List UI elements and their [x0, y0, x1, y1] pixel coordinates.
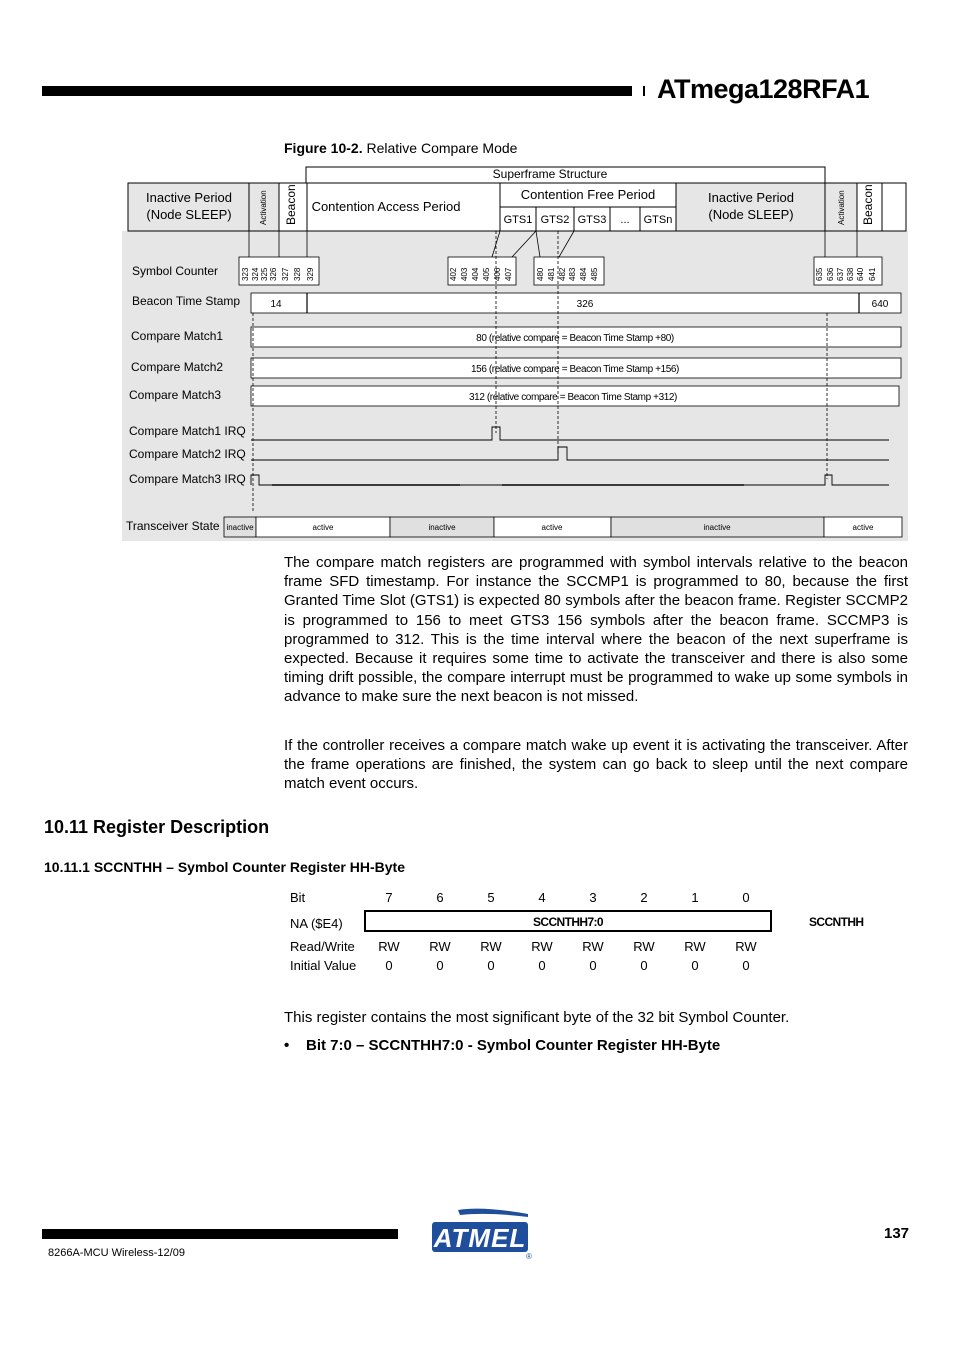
bit-0: 0	[742, 890, 750, 905]
counter-403: 403	[460, 267, 469, 281]
compare-match3-text: 312 (relative compare = Beacon Time Stamp +312)	[469, 392, 677, 403]
address-label: NA ($E4)	[290, 916, 343, 931]
counter-323: 323	[241, 267, 250, 281]
counter-483: 483	[568, 267, 577, 281]
activation-left-label: Activation	[259, 190, 268, 225]
row-label-compare-match3-irq: Compare Match3 IRQ	[129, 472, 246, 486]
figure-caption-text: Relative Compare Mode	[366, 140, 518, 156]
counter-480: 480	[536, 267, 545, 281]
symbol-counter-group-1	[239, 257, 319, 285]
symbol-counter-group-2	[448, 257, 516, 285]
state-label-2: active	[312, 523, 334, 532]
counter-481: 481	[547, 267, 556, 281]
counter-640: 640	[856, 267, 865, 281]
inactive-right-line1: Inactive Period	[708, 190, 794, 205]
init-6: 0	[436, 958, 444, 973]
header-tick	[643, 86, 645, 96]
row-label-compare-match1: Compare Match1	[131, 329, 224, 343]
timestamp-326: 326	[576, 299, 594, 310]
init-2: 0	[640, 958, 648, 973]
gts3-label: GTS3	[577, 214, 607, 226]
footer-rule	[42, 1229, 398, 1239]
row-label-compare-match3: Compare Match3	[129, 388, 222, 402]
counter-485: 485	[590, 267, 599, 281]
state-label-5: inactive	[703, 523, 731, 532]
state-label-4: active	[541, 523, 563, 532]
row-label-compare-match1-irq: Compare Match1 IRQ	[129, 424, 246, 438]
counter-484: 484	[579, 267, 588, 281]
counter-326: 326	[269, 267, 278, 281]
counter-635: 635	[815, 267, 824, 281]
counter-638: 638	[846, 267, 855, 281]
rw-3: RW	[582, 939, 604, 954]
counter-641: 641	[868, 267, 877, 281]
initial-value-label: Initial Value	[290, 958, 357, 973]
compare-match2-text: 156 (relative compare = Beacon Time Stamp +156)	[471, 364, 679, 375]
superframe-label: Superframe Structure	[492, 167, 608, 181]
counter-327: 327	[281, 267, 290, 281]
timestamp-14: 14	[270, 299, 282, 310]
section-heading: 10.11 Register Description	[44, 817, 270, 837]
rw-5: RW	[480, 939, 502, 954]
figure-caption	[284, 140, 517, 156]
counter-406: 406	[493, 267, 502, 281]
bullet-text: Bit 7:0 – SCCNTHH7:0 - Symbol Counter Register HH-Byte	[306, 1037, 721, 1054]
gts1-label: GTS1	[503, 214, 533, 226]
gtsn-label: GTSn	[643, 214, 673, 226]
bit-3: 3	[589, 890, 597, 905]
state-label-6: active	[852, 523, 874, 532]
state-label-1: inactive	[226, 523, 254, 532]
bit-2: 2	[640, 890, 648, 905]
rw-2: RW	[633, 939, 655, 954]
symbol-counter-group-4	[814, 257, 882, 285]
bit-description-bullet	[284, 1037, 720, 1054]
counter-404: 404	[471, 267, 480, 281]
bit-7: 7	[385, 890, 393, 905]
gts2-label: GTS2	[540, 214, 570, 226]
row-label-beacon-timestamp: Beacon Time Stamp	[132, 294, 241, 308]
gts-ellipsis-label: ...	[620, 214, 630, 226]
init-0: 0	[742, 958, 750, 973]
counter-482: 482	[558, 267, 567, 281]
state-label-3: inactive	[428, 523, 456, 532]
paragraph-wake-up: If the controller receives a compare match wake up event it is activating the transceiver. After the frame operations are finished, the system can go back to sleep until the next compare match event occurs.	[284, 737, 908, 793]
register-description: This register contains the most significant byte of the 32 bit Symbol Counter.	[284, 1009, 790, 1026]
register-name: SCCNTHH	[809, 915, 864, 929]
activation-right-label: Activation	[837, 190, 846, 225]
register-table	[284, 886, 884, 976]
init-4: 0	[538, 958, 546, 973]
symbol-counter-group-3	[534, 257, 604, 285]
counter-402: 402	[449, 267, 458, 281]
rw-7: RW	[378, 939, 400, 954]
bit-5: 5	[487, 890, 495, 905]
init-1: 0	[691, 958, 699, 973]
counter-324: 324	[251, 267, 260, 281]
figure-caption-label: Figure 10-2.	[284, 140, 363, 156]
bit-label: Bit	[290, 890, 306, 905]
beacon-right-label: Beacon	[861, 184, 875, 225]
row-label-compare-match2-irq: Compare Match2 IRQ	[129, 447, 246, 461]
bit-6: 6	[436, 890, 444, 905]
row-label-compare-match2: Compare Match2	[131, 360, 224, 374]
row-label-transceiver-state: Transceiver State	[126, 519, 220, 533]
document-title: ATmega128RFA1	[657, 74, 870, 104]
counter-637: 637	[836, 267, 845, 281]
row-label-symbol-counter: Symbol Counter	[132, 264, 219, 278]
inactive-left-line2: (Node SLEEP)	[146, 207, 232, 222]
init-3: 0	[589, 958, 597, 973]
register-field-name: SCCNTHH7:0	[532, 915, 603, 929]
counter-329: 329	[306, 267, 315, 281]
header-rule	[42, 86, 632, 96]
document-code: 8266A-MCU Wireless-12/09	[48, 1247, 185, 1259]
relative-compare-diagram	[122, 163, 908, 543]
registered-mark: ®	[526, 1252, 532, 1260]
rw-0: RW	[735, 939, 757, 954]
rw-1: RW	[684, 939, 706, 954]
counter-636: 636	[826, 267, 835, 281]
counter-405: 405	[482, 267, 491, 281]
paragraph-compare-registers: The compare match registers are programmed with symbol intervals relative to the beacon frame SFD timestamp. For instance the SCCMP1 is programmed to 80, because the first Granted Time Slot (GTS1) is expected 80 symbols after the beacon frame. Register SCCMP2 is programmed to 156 to meet GTS3 156 symbols after the beacon frame. SCCMP3 is programmed to 312. This is the time interval where the beacon of the next superframe is expected. Because it requires some time to activate the transceiver and there is also some timing drift possible, the compare interrupt must be programmed to wake up some symbols in advance to make sure the next beacon is not missed.	[284, 554, 908, 706]
compare-match1-text: 80 (relative compare = Beacon Time Stamp +80)	[476, 333, 674, 344]
counter-407: 407	[504, 267, 513, 281]
inactive-left-line1: Inactive Period	[146, 190, 232, 205]
init-5: 0	[487, 958, 495, 973]
atmel-logo	[428, 1208, 534, 1260]
bit-4: 4	[538, 890, 546, 905]
beacon-left-label: Beacon	[284, 184, 298, 225]
logo-wordmark: ATMEL	[433, 1223, 527, 1253]
contention-free-label: Contention Free Period	[520, 187, 656, 202]
bullet-dot: •	[284, 1037, 290, 1054]
contention-access-label: Contention Access Period	[311, 199, 461, 214]
init-7: 0	[385, 958, 393, 973]
timestamp-640: 640	[871, 299, 889, 310]
counter-325: 325	[260, 267, 269, 281]
bit-1: 1	[691, 890, 699, 905]
subsection-heading: 10.11.1 SCCNTHH – Symbol Counter Register HH-Byte	[44, 859, 405, 875]
counter-328: 328	[293, 267, 302, 281]
rw-4: RW	[531, 939, 553, 954]
rw-6: RW	[429, 939, 451, 954]
read-write-label: Read/Write	[290, 939, 355, 954]
inactive-right-line2: (Node SLEEP)	[708, 207, 794, 222]
page-number: 137	[884, 1225, 910, 1242]
